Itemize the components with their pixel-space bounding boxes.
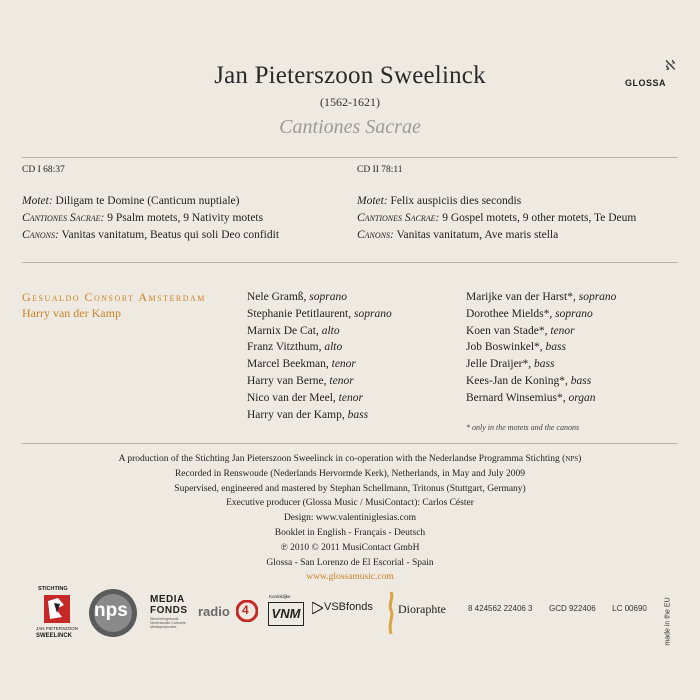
singer: Harry van der Kamp, bass: [247, 408, 369, 421]
credit-executive: Executive producer (Glossa Music / MusiContact): Carlos Céster: [226, 498, 474, 509]
catalog-info: [468, 604, 647, 613]
vsb-text: VSBfonds: [324, 601, 373, 613]
divider: [22, 443, 678, 444]
credit-supervised: Supervised, engineered and mastered by Stephan Schellmann, Tritonus (Stuttgart, Germany): [174, 483, 526, 494]
director-name: Harry van der Kamp: [22, 306, 121, 320]
singer: Marijke van der Harst*, soprano: [466, 291, 617, 303]
singer: Job Boswinkel*, bass: [466, 341, 566, 354]
made-in-text: made in the EU: [664, 597, 672, 646]
credit-booklet: Booklet in English - Français - Deutsch: [274, 527, 426, 538]
singer: Koen van Stade*, tenor: [466, 324, 575, 337]
singer: Nico van der Meel, tenor: [247, 391, 363, 404]
credits-block: [0, 452, 700, 585]
glossa-swirl-icon: ℵ: [665, 59, 676, 74]
divider: [22, 157, 678, 158]
vnm-small-text: Koninklijke: [269, 594, 291, 599]
singers-column-2: [466, 289, 616, 407]
singer: Bernard Winsemius*, organ: [466, 391, 596, 404]
cd2-heading: CD II 78:11: [357, 165, 403, 175]
credit-production: A production of the Stichting Jan Pieterszoon Sweelinck in co-operation with the Nederlandse Programma Stichting (nps): [118, 454, 582, 464]
cd1-line: Cantiones Sacrae: 9 Psalm motets, 9 Nativity motets: [22, 212, 264, 224]
dioraphte-logo: [384, 590, 454, 638]
nps-text: nps: [94, 600, 128, 621]
singer: Harry van Berne, tenor: [247, 374, 354, 387]
work-title: Cantiones Sacrae: [279, 116, 421, 138]
barcode-number: 8 424562 22406 3: [468, 604, 533, 613]
singer: Franz Vitzthum, alto: [247, 341, 343, 354]
mediafonds-line-2: FONDS: [150, 605, 188, 616]
nps-logo: [88, 588, 138, 638]
vnm-text: VNM: [268, 602, 304, 626]
credit-recorded: Recorded in Renswoude (Nederlands Hervormde Kerk), Netherlands, in May and July 2009: [174, 468, 526, 479]
vsbfonds-logo: [312, 599, 382, 619]
composer-dates: (1562-1621): [320, 95, 380, 109]
radio4-logo: [198, 600, 260, 624]
sweelinck-emblem-icon: [44, 595, 70, 623]
stichting-top-text: STICHTING: [38, 586, 68, 592]
singer: Kees-Jan de Koning*, bass: [466, 374, 592, 387]
radio4-text: radio: [198, 604, 230, 619]
mediafonds-line-1: MEDIA: [150, 594, 185, 605]
label-code: LC 00690: [612, 604, 647, 613]
singer: Dorothee Mields*, soprano: [466, 307, 593, 320]
cd2-line: Motet: Felix auspiciis dies secondis: [357, 195, 522, 207]
vsb-arrow-icon: [312, 602, 323, 614]
credit-design: Design: www.valentiniglesias.com: [283, 513, 417, 524]
glossa-logo: [625, 58, 685, 94]
singer: Marcel Beekman, tenor: [247, 358, 356, 371]
singer: Nele Gramß, soprano: [247, 291, 347, 303]
stichting-mid-text: JAN PIETERSZOON: [36, 626, 79, 631]
stichting-sweelinck-logo: [36, 586, 78, 646]
singer: Jelle Draijer*, bass: [466, 358, 555, 371]
mediafonds-logo: [150, 594, 196, 638]
website-link[interactable]: www.glossamusic.com: [306, 572, 394, 583]
singers-column-1: [247, 289, 392, 423]
singer: Stephanie Petitlaurent, soprano: [247, 307, 392, 320]
cd2-line: Canons: Vanitas vanitatum, Ave maris stella: [357, 229, 559, 241]
mediafonds-subtitle: Stimuleringsfonds Nederlandse Culturele Mediaproducties: [150, 617, 186, 630]
cd1-line: Motet: Diligam te Domine (Canticum nuptiale): [22, 195, 240, 207]
cd1-heading: CD I 68:37: [22, 165, 65, 175]
footnote: * only in the motets and the canons: [466, 423, 580, 432]
credit-address: Glossa - San Lorenzo de El Escorial - Spain: [266, 557, 434, 568]
made-in-eu: [664, 590, 684, 660]
credit-copyright: ℗ 2010 © 2011 MusiContact GmbH: [280, 542, 420, 553]
vnm-logo: [268, 594, 304, 632]
dioraphte-figure-icon: [384, 590, 398, 636]
singer: Marnix De Cat, alto: [247, 324, 340, 337]
stichting-bottom-text: SWEELINCK: [36, 633, 72, 639]
radio4-number: 4: [242, 603, 249, 617]
composer-name: Jan Pieterszoon Sweelinck: [214, 62, 486, 89]
dioraphte-text: Dioraphte: [398, 602, 446, 616]
divider: [22, 262, 678, 263]
cd2-line: Cantiones Sacrae: 9 Gospel motets, 9 other motets, Te Deum: [357, 212, 637, 224]
glossa-logo-text: GLOSSA: [625, 78, 667, 88]
cd1-line: Canons: Vanitas vanitatum, Beatus qui soli Deo confidit: [22, 229, 280, 241]
ensemble-name: Gesualdo Consort Amsterdam: [22, 290, 206, 304]
catalog-number: GCD 922406: [548, 604, 596, 613]
